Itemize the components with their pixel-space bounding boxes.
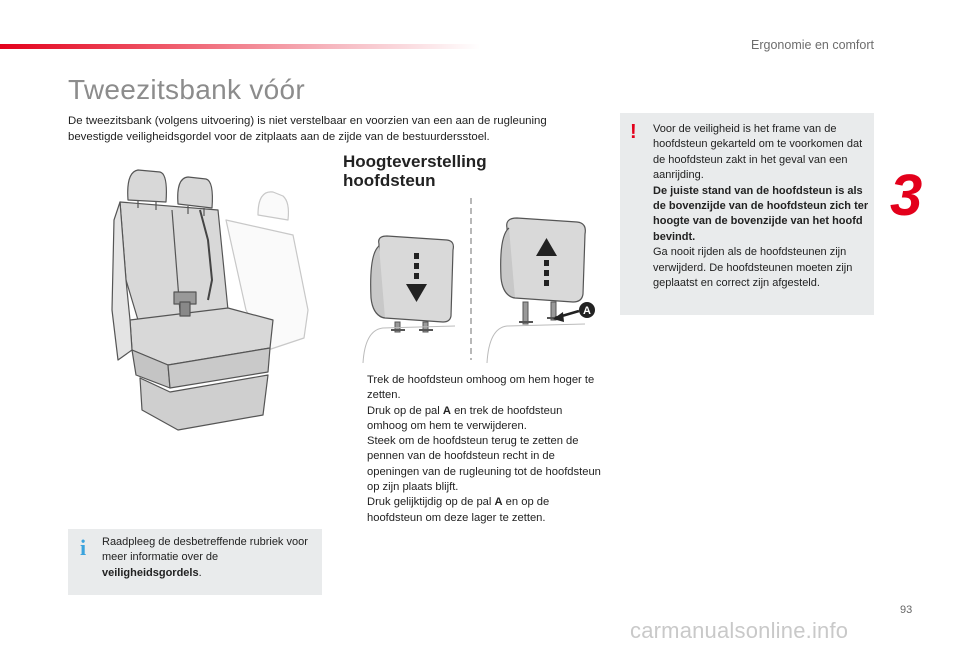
info-icon: i (80, 535, 87, 560)
bench-seat-illustration (108, 160, 313, 440)
warning-text-bold: De juiste stand van de hoofdsteun is als de bovenzijde van de hoofdsteun zich ter hoogte van de bovenzijde van het hoofd bevindt. (653, 184, 869, 243)
instruction-item (345, 434, 605, 495)
marker-a-label: A (583, 305, 591, 317)
instruction-text: en op de hoofdsteun om deze lager te zetten. (367, 496, 550, 524)
instruction-text: Druk op de pal (367, 404, 443, 417)
page-number: 93 (900, 604, 913, 616)
headrest-adjustment-illustration (355, 198, 600, 363)
instruction-list (345, 373, 605, 526)
headrest-heading-line2: hoofdsteun (343, 171, 436, 190)
warning-box (620, 113, 874, 315)
headrest-heading-line1: Hoogteverstelling (343, 152, 487, 171)
info-text-bold: veiligheidsgordels (102, 566, 199, 579)
instruction-text: Steek om de hoofdsteun terug te zetten de pennen van de hoofdsteun recht in de openingen van de rugleuning tot de hoofdsteun op zijn plaats blijft. (367, 435, 601, 494)
warning-text-outro: Ga nooit rijden als de hoofdsteunen zijn verwijderd. De hoofdsteunen moeten zijn geplaatst en correct zijn afgesteld. (653, 246, 853, 290)
headrest-heading (343, 152, 543, 190)
instruction-item (345, 404, 605, 435)
info-box (68, 529, 322, 595)
info-text-outro: . (198, 566, 202, 579)
instruction-item (345, 495, 605, 526)
instruction-marker-ref: A (494, 496, 503, 509)
warning-text (653, 122, 869, 291)
info-text-intro: Raadpleeg de desbetreffende rubriek voor meer informatie over de (102, 536, 308, 564)
info-text (102, 535, 312, 581)
instruction-marker-ref: A (442, 404, 451, 417)
instruction-text: en trek de hoofdsteun omhoog om hem te verwijderen. (367, 404, 563, 432)
instruction-item (345, 373, 605, 404)
section-title: Ergonomie en comfort (751, 38, 874, 52)
instruction-text: Druk gelijktijdig op de pal (367, 496, 495, 509)
instruction-text: Trek de hoofdsteun omhoog om hem hoger te zetten. (367, 374, 595, 402)
warning-text-intro: Voor de veiligheid is het frame van de hoofdsteun gekarteld om te voorkomen dat de hoofdsteun zakt in het geval van een aanrijding. (653, 123, 863, 182)
intro-paragraph: De tweezitsbank (volgens uitvoering) is niet verstelbaar en voorzien van een aan de rugleuning bevestigde veiligheidsgordel voor de zitplaats aan de zijde van de bestuurdersstoel. (68, 115, 547, 143)
chapter-number: 3 (890, 163, 923, 228)
watermark: carmanualsonline.info (630, 618, 849, 643)
exclamation-icon: ! (630, 121, 637, 143)
accent-bar (0, 44, 480, 49)
page-title: Tweezitsbank vóór (68, 74, 305, 105)
